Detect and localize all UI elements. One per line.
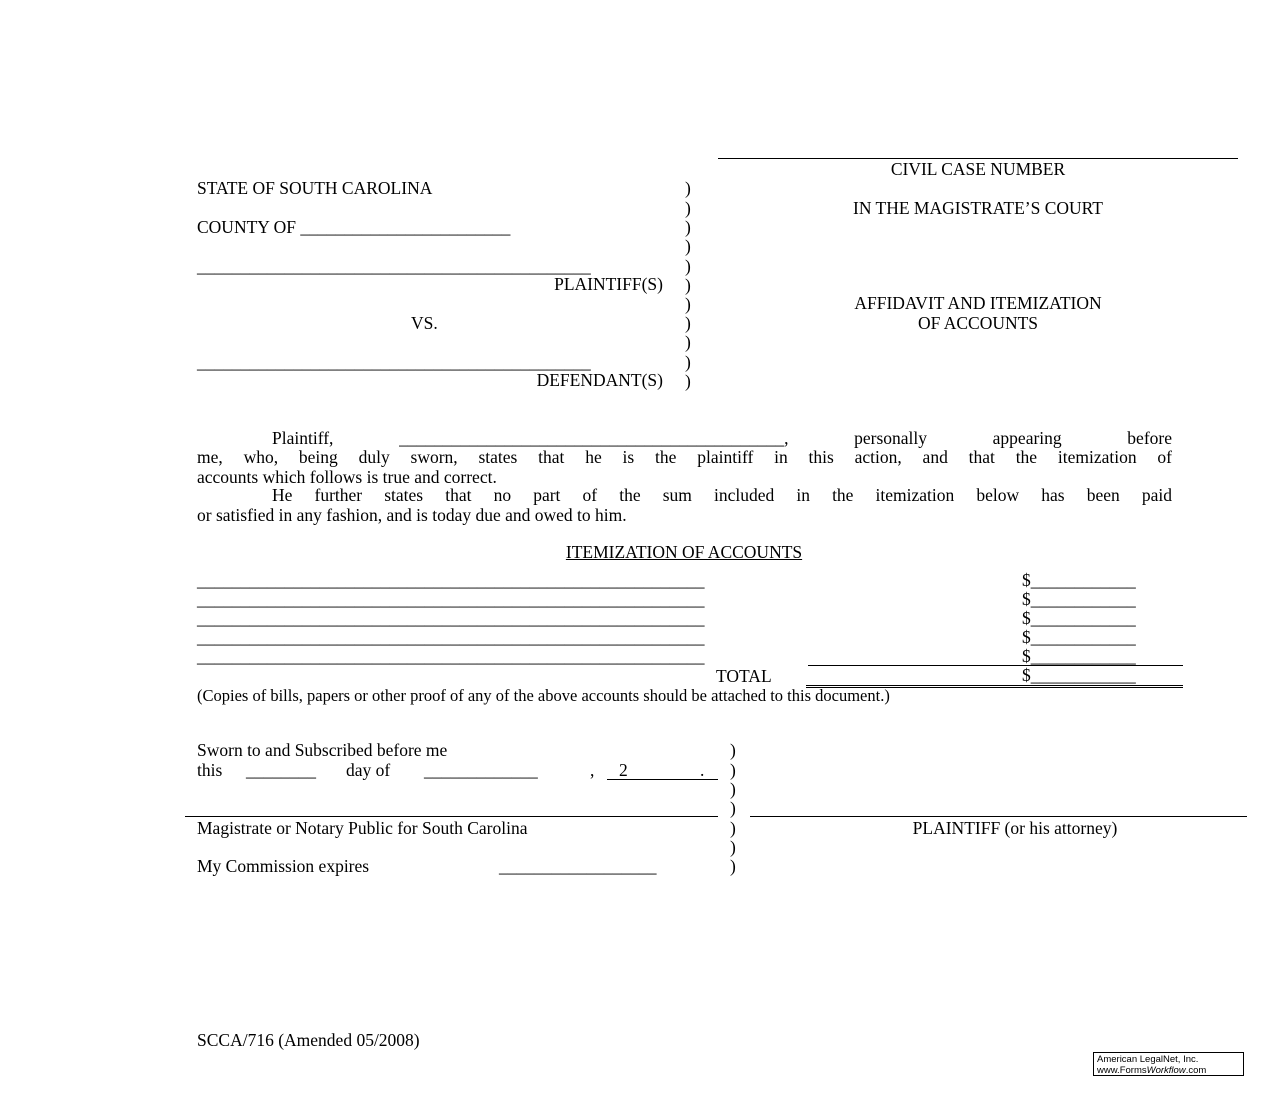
caption-paren: ) xyxy=(685,217,691,237)
affidavit-paragraph-line: accounts which follows is true and correct. xyxy=(197,467,497,487)
affidavit-paragraph-line: He further states that no part of the sum included in the itemization below has been paid xyxy=(272,485,1172,505)
signature-paren: ) xyxy=(730,798,736,818)
signature-paren: ) xyxy=(730,837,736,857)
year-period: . xyxy=(700,760,705,780)
month-field[interactable]: _____________ xyxy=(424,760,538,780)
year-value: 2 xyxy=(619,760,628,780)
item-amount-field[interactable]: $____________ xyxy=(1022,646,1136,666)
caption-paren: ) xyxy=(685,294,691,314)
form-id: SCCA/716 (Amended 05/2008) xyxy=(197,1030,420,1050)
plaintiff-signature-label: PLAINTIFF (or his attorney) xyxy=(912,818,1118,838)
commission-expires-field[interactable]: __________________ xyxy=(499,856,657,876)
date-comma: , xyxy=(590,760,595,780)
item-amount-field[interactable]: $____________ xyxy=(1022,570,1136,590)
item-description-field[interactable]: __________________________________________________________ xyxy=(197,646,705,666)
magistrate-signature-line[interactable] xyxy=(185,816,718,817)
county-field[interactable]: COUNTY OF ________________________ xyxy=(197,217,511,237)
defendant-label: DEFENDANT(S) xyxy=(536,370,663,390)
form-title-line2: OF ACCOUNTS xyxy=(917,313,1039,333)
caption-paren: ) xyxy=(685,352,691,372)
signature-paren: ) xyxy=(730,740,736,760)
caption-paren: ) xyxy=(685,332,691,352)
item-amount-field[interactable]: $____________ xyxy=(1022,627,1136,647)
form-title-line1: AFFIDAVIT AND ITEMIZATION xyxy=(854,293,1102,313)
sworn-label: Sworn to and Subscribed before me xyxy=(197,740,448,760)
defendant-name-field[interactable]: _____________________________________________ xyxy=(197,352,591,372)
court-label: IN THE MAGISTRATE’S COURT xyxy=(853,198,1103,218)
affidavit-paragraph-line: Plaintiff, ____________________________________________, personally appearing before xyxy=(272,428,1172,448)
affidavit-paragraph-line: me, who, being duly sworn, states that he is the plaintiff in this action, and that the itemization of xyxy=(197,447,1172,467)
caption-paren: ) xyxy=(685,371,691,391)
state-label: STATE OF SOUTH CAROLINA xyxy=(197,178,433,198)
caption-paren: ) xyxy=(685,178,691,198)
total-amount-field[interactable]: $____________ xyxy=(1022,665,1136,685)
caption-paren: ) xyxy=(685,313,691,333)
caption-paren: ) xyxy=(685,256,691,276)
item-amount-field[interactable]: $____________ xyxy=(1022,589,1136,609)
commission-label: My Commission expires xyxy=(197,856,370,876)
plaintiff-name-field[interactable]: _____________________________________________ xyxy=(197,256,591,276)
item-description-field[interactable]: __________________________________________________________ xyxy=(197,570,705,590)
vs-label: VS. xyxy=(411,313,438,333)
day-field[interactable]: ________ xyxy=(246,760,316,780)
attachment-note: (Copies of bills, papers or other proof of any of the above accounts should be attached to this document.) xyxy=(197,686,890,705)
caption-paren: ) xyxy=(685,198,691,218)
total-label: TOTAL xyxy=(716,666,772,686)
publisher-name: American LegalNet, Inc. xyxy=(1097,1054,1199,1065)
publisher-url: www.FormsWorkflow.com xyxy=(1097,1065,1207,1076)
magistrate-label: Magistrate or Notary Public for South Carolina xyxy=(197,818,528,838)
item-description-field[interactable]: __________________________________________________________ xyxy=(197,627,705,647)
item-amount-field[interactable]: $____________ xyxy=(1022,608,1136,628)
signature-paren: ) xyxy=(730,779,736,799)
publisher-badge xyxy=(1093,1052,1244,1076)
day-of-label: day of xyxy=(346,760,391,780)
item-description-field[interactable]: __________________________________________________________ xyxy=(197,589,705,609)
plaintiff-label: PLAINTIFF(S) xyxy=(554,274,663,294)
this-label: this xyxy=(197,760,223,780)
item-description-field[interactable]: __________________________________________________________ xyxy=(197,608,705,628)
signature-paren: ) xyxy=(730,760,736,780)
signature-paren: ) xyxy=(730,856,736,876)
case-number-label: CIVIL CASE NUMBER xyxy=(890,159,1066,179)
signature-paren: ) xyxy=(730,818,736,838)
affidavit-paragraph-line: or satisfied in any fashion, and is today due and owed to him. xyxy=(197,505,627,525)
caption-paren: ) xyxy=(685,275,691,295)
plaintiff-signature-line[interactable] xyxy=(750,816,1247,817)
itemization-heading: ITEMIZATION OF ACCOUNTS xyxy=(565,542,803,562)
caption-paren: ) xyxy=(685,236,691,256)
